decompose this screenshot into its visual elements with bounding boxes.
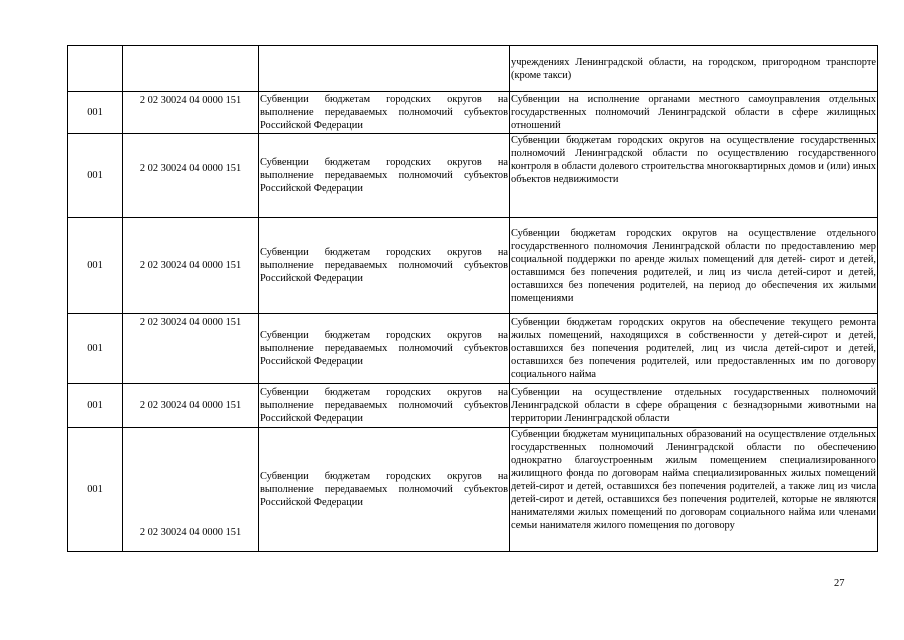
income-description-cell: учреждениях Ленинградской области, на городском, пригородном транспорте (кроме такси)	[510, 46, 878, 92]
income-description-cell: Субвенции бюджетам городских округов на осуществление государственных полномочий Ленинградской области по осуществлению государственного контроля в области долевого строительства многоквартирных домов и (или) иных объектов недвижимости	[510, 134, 878, 218]
income-name-cell: Субвенции бюджетам городских округов на выполнение передаваемых полномочий субъектов Российской Федерации	[259, 314, 510, 384]
admin-code-cell: 001	[68, 134, 123, 218]
budget-code-cell: 2 02 30024 04 0000 151	[123, 218, 259, 314]
admin-code-cell: 001	[68, 384, 123, 428]
income-name-cell: Субвенции бюджетам городских округов на выполнение передаваемых полномочий субъектов Российской Федерации	[259, 384, 510, 428]
table-row	[68, 428, 878, 552]
admin-code-cell: 001	[68, 92, 123, 134]
budget-code-cell	[123, 46, 259, 92]
budget-code-cell: 2 02 30024 04 0000 151	[123, 134, 259, 218]
table-row	[68, 384, 878, 428]
income-name-cell: Субвенции бюджетам городских округов на выполнение передаваемых полномочий субъектов Российской Федерации	[259, 428, 510, 552]
table-row	[68, 314, 878, 384]
table-row	[68, 134, 878, 218]
income-description-cell: Субвенции бюджетам городских округов на обеспечение текущего ремонта жилых помещений, находящихся в собственности у детей-сирот и детей, оставшихся без попечения родителей, лиц из числа детей-сирот и детей, оставшихся без попечения родителей, или предоставленных им по договору социального найма	[510, 314, 878, 384]
income-name-cell	[259, 46, 510, 92]
income-description-cell: Субвенции на исполнение органами местного самоуправления отдельных государственных полномочий Ленинградской области в сфере жилищных отношений	[510, 92, 878, 134]
income-description-cell: Субвенции бюджетам городских округов на осуществление отдельного государственного полномочия Ленинградской области по предоставлению мер социальной поддержки по аренде жилых помещений для детей- сирот и детей, оставшимся без попечения родителей, и лиц из числа детей-сирот и детей, оставшихся без попечения родителей, на период до обеспечения их жилыми помещениями	[510, 218, 878, 314]
page-number: 27	[834, 578, 845, 589]
income-name-cell: Субвенции бюджетам городских округов на выполнение передаваемых полномочий субъектов Российской Федерации	[259, 218, 510, 314]
admin-code-cell: 001	[68, 428, 123, 552]
table-row	[68, 92, 878, 134]
income-description-cell: Субвенции бюджетам муниципальных образований на осуществление отдельных государственных полномочий Ленинградской области по обеспечению однократно благоустроенным жилым помещением специализированного жилищного фонда по договорам найма специализированных жилых помещений детей-сирот и детей, оставшихся без попечения родителей, а также лиц из числа детей-сирот и детей, оставшихся без попечения родителей, которые не являются нанимателями жилых помещений по договорам социального найма или членами семьи нанимателя жилого помещения по договору	[510, 428, 878, 552]
budget-code-cell: 2 02 30024 04 0000 151	[123, 384, 259, 428]
budget-code-cell: 2 02 30024 04 0000 151	[123, 314, 259, 384]
income-name-cell: Субвенции бюджетам городских округов на выполнение передаваемых полномочий субъектов Российской Федерации	[259, 92, 510, 134]
budget-code-cell: 2 02 30024 04 0000 151	[123, 428, 259, 552]
budget-code-cell: 2 02 30024 04 0000 151	[123, 92, 259, 134]
income-description-cell: Субвенции на осуществление отдельных государственных полномочий Ленинградской области в сфере обращения с безнадзорными животными на территории Ленинградской области	[510, 384, 878, 428]
income-name-cell: Субвенции бюджетам городских округов на выполнение передаваемых полномочий субъектов Российской Федерации	[259, 134, 510, 218]
admin-code-cell: 001	[68, 218, 123, 314]
admin-code-cell: 001	[68, 314, 123, 384]
document-table	[67, 45, 878, 552]
table-row	[68, 218, 878, 314]
table-row	[68, 46, 878, 92]
admin-code-cell	[68, 46, 123, 92]
